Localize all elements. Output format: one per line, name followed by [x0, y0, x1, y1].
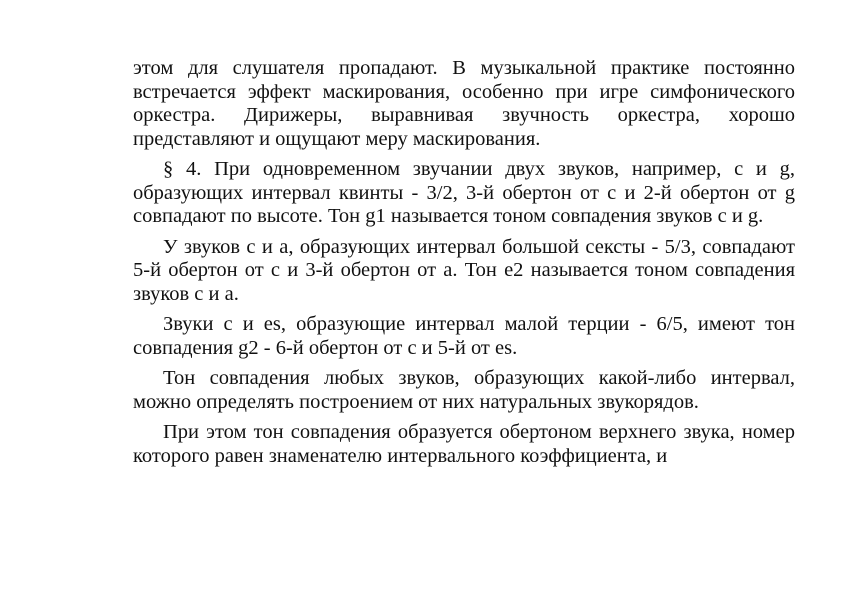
- paragraph-2: § 4. При одновременном звучании двух звуков, например, с и g, образующих интервал квинты - 3/2, 3-й обертон от с и 2-й обертон от g совпадают по высоте. Тон g1 называется тоном совпадения звуков с и g.: [133, 158, 795, 227]
- paragraph-6: При этом тон совпадения образуется обертоном верхнего звука, номер которого равен знаменателю интервального коэффициента, и: [133, 421, 795, 467]
- paragraph-1: этом для слушателя пропадают. В музыкальной практике постоянно встречается эффект маскирования, особенно при игре симфонического оркестра. Дирижеры, выравнивая звучность оркестра, хорошо представляют и ощущают меру маскирования.: [133, 57, 795, 150]
- paragraph-3: У звуков с и а, образующих интервал большой сексты - 5/3, совпадают 5-й обертон от с и 3-й обертон от а. Тон е2 называется тоном совпадения звуков с и а.: [133, 235, 795, 305]
- paragraph-5: Тон совпадения любых звуков, образующих какой-либо интервал, можно определять построением от них натуральных звукорядов.: [133, 367, 795, 413]
- document-page: [133, 57, 795, 468]
- paragraph-4: Звуки с и es, образующие интервал малой терции - 6/5, имеют тон совпадения g2 - 6-й обертон от с и 5-й от es.: [133, 313, 795, 359]
